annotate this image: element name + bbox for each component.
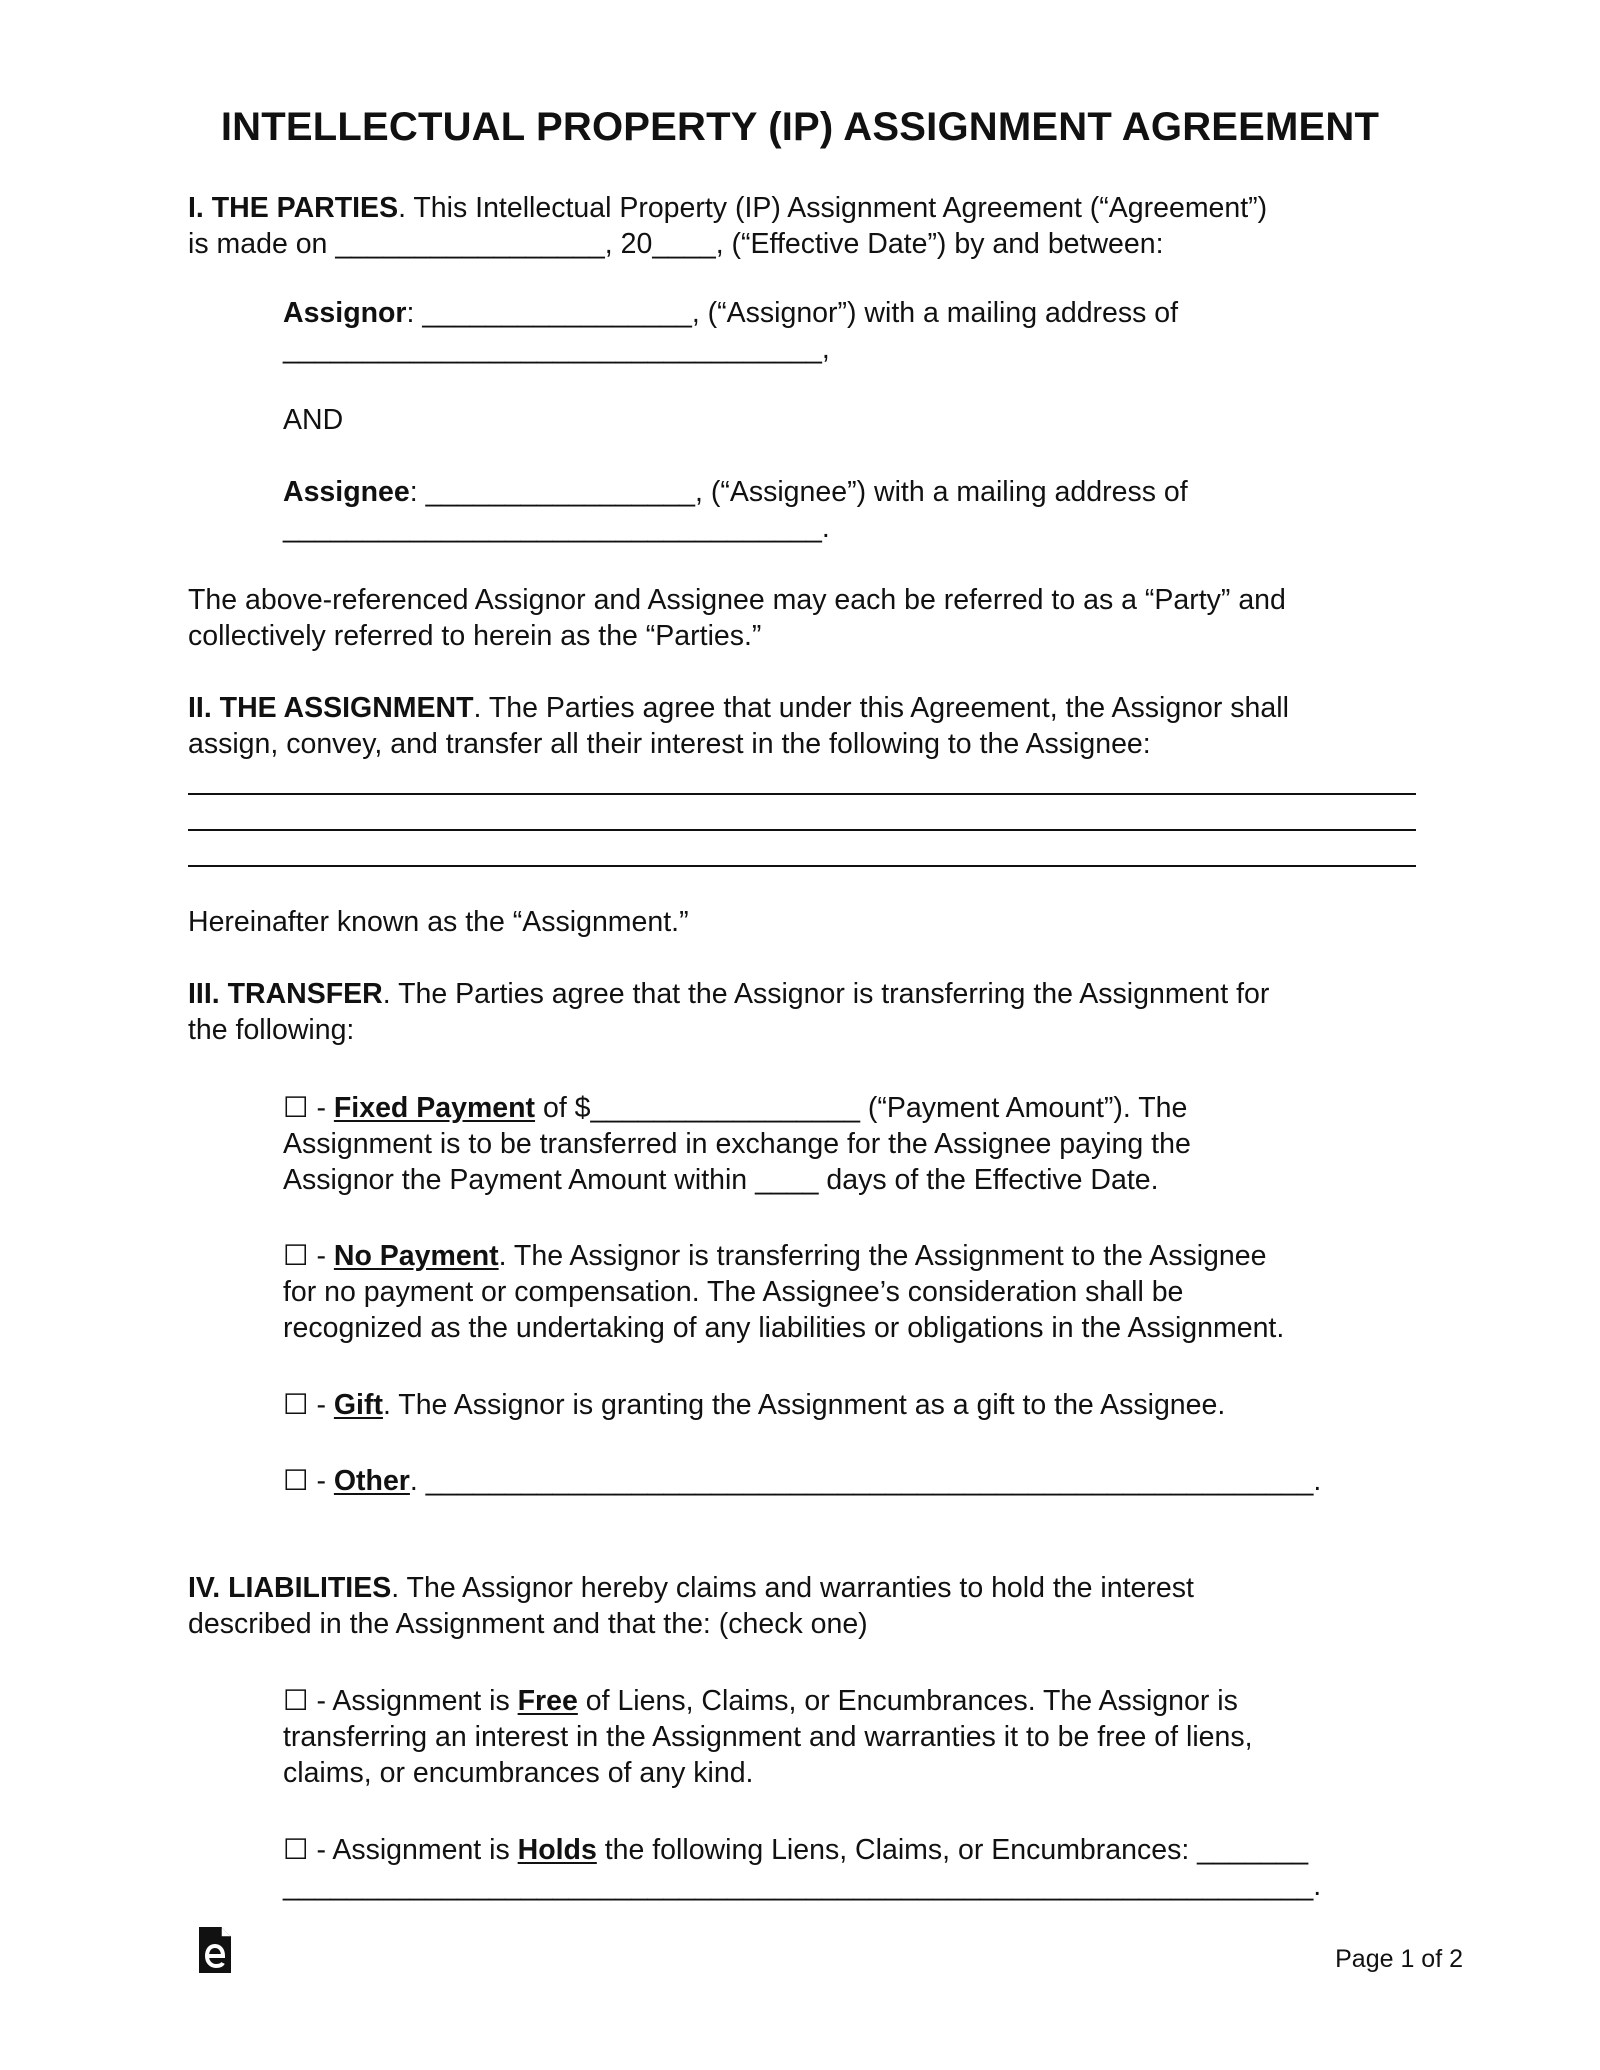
and-separator: AND bbox=[283, 404, 344, 436]
free-text-2: transferring an interest in the Assignment and warranties it to be free of liens, bbox=[283, 1721, 1253, 1753]
free-checkbox[interactable]: ☐ - bbox=[283, 1685, 333, 1717]
fixed-payment-text-3: Assignor the Payment Amount within ____ days of the Effective Date. bbox=[283, 1164, 1159, 1196]
eforms-logo-icon bbox=[197, 1925, 233, 1975]
other-text-1: . ________________________________________________________. bbox=[409, 1465, 1322, 1497]
no-payment-checkbox[interactable]: ☐ - bbox=[283, 1240, 334, 1272]
other-checkbox[interactable]: ☐ - bbox=[283, 1465, 334, 1497]
assignment-heading: II. THE ASSIGNMENT bbox=[188, 692, 474, 724]
assignee-label: Assignee bbox=[283, 476, 410, 508]
no-payment-label: No Payment bbox=[333, 1240, 499, 1272]
liabilities-heading: IV. LIABILITIES bbox=[188, 1572, 392, 1604]
parties-text-1: . This Intellectual Property (IP) Assignment Agreement (“Agreement”) bbox=[398, 192, 1268, 224]
parties-text-2: is made on _________________, 20____, (“Effective Date”) by and between: bbox=[188, 228, 1164, 260]
assignor-label: Assignor bbox=[283, 297, 407, 329]
holds-pre: Assignment is bbox=[332, 1834, 518, 1866]
assignment-blank-line-3 bbox=[188, 865, 1416, 867]
fixed-payment-checkbox[interactable]: ☐ - bbox=[283, 1092, 334, 1124]
free-text-1: of Liens, Claims, or Encumbrances. The Assignor is bbox=[577, 1685, 1238, 1717]
parties-heading: I. THE PARTIES bbox=[188, 192, 399, 224]
free-text-3: claims, or encumbrances of any kind. bbox=[283, 1757, 754, 1789]
gift-text-1: . The Assignor is granting the Assignment as a gift to the Assignee. bbox=[382, 1389, 1226, 1421]
no-payment-option bbox=[283, 1238, 1266, 1274]
page-number: Page 1 of 2 bbox=[1335, 1945, 1463, 1973]
gift-label: Gift bbox=[333, 1389, 383, 1421]
assignee-line bbox=[283, 474, 1188, 510]
gift-checkbox[interactable]: ☐ - bbox=[283, 1389, 334, 1421]
parties-paragraph-line1 bbox=[188, 190, 1267, 226]
no-payment-text-2: for no payment or compensation. The Assignee’s consideration shall be bbox=[283, 1276, 1184, 1308]
transfer-text-1: . The Parties agree that the Assignor is transferring the Assignment for bbox=[382, 978, 1270, 1010]
transfer-text-2: the following: bbox=[188, 1014, 355, 1046]
assignee-text-1: : _________________, (“Assignee”) with a mailing address of bbox=[409, 476, 1188, 508]
assignor-address-blank: __________________________________, bbox=[283, 333, 830, 365]
no-payment-text-3: recognized as the undertaking of any liabilities or obligations in the Assignment. bbox=[283, 1312, 1285, 1344]
other-label: Other bbox=[333, 1465, 410, 1497]
holds-checkbox[interactable]: ☐ - bbox=[283, 1834, 333, 1866]
no-payment-text-1: . The Assignor is transferring the Assignment to the Assignee bbox=[498, 1240, 1267, 1272]
assignor-text-1: : _________________, (“Assignor”) with a mailing address of bbox=[406, 297, 1179, 329]
liabilities-text-1: . The Assignor hereby claims and warranties to hold the interest bbox=[391, 1572, 1194, 1604]
liabilities-text-2: described in the Assignment and that the: (check one) bbox=[188, 1608, 868, 1640]
holds-option bbox=[283, 1832, 1308, 1868]
free-pre: Assignment is bbox=[332, 1685, 518, 1717]
liabilities-paragraph-line1 bbox=[188, 1570, 1194, 1606]
assignor-line bbox=[283, 295, 1178, 331]
holds-label: Holds bbox=[517, 1834, 597, 1866]
holds-text-1: the following Liens, Claims, or Encumbrances: _______ bbox=[596, 1834, 1309, 1866]
assignment-paragraph-line1 bbox=[188, 690, 1289, 726]
other-option bbox=[283, 1463, 1321, 1499]
fixed-payment-label: Fixed Payment bbox=[333, 1092, 536, 1124]
free-option bbox=[283, 1683, 1238, 1719]
assignment-text-1: . The Parties agree that under this Agreement, the Assignor shall bbox=[473, 692, 1289, 724]
fixed-payment-text-2: Assignment is to be transferred in exchange for the Assignee paying the bbox=[283, 1128, 1191, 1160]
assignee-address-blank: __________________________________. bbox=[283, 512, 830, 544]
parties-closing-1: The above-referenced Assignor and Assignee may each be referred to as a “Party” and bbox=[188, 584, 1286, 616]
fixed-payment-text-1: of $_________________ (“Payment Amount”). The bbox=[535, 1092, 1188, 1124]
transfer-paragraph-line1 bbox=[188, 976, 1269, 1012]
gift-option bbox=[283, 1387, 1225, 1423]
fixed-payment-option bbox=[283, 1090, 1187, 1126]
assignment-text-2: assign, convey, and transfer all their interest in the following to the Assignee: bbox=[188, 728, 1151, 760]
document-title: INTELLECTUAL PROPERTY (IP) ASSIGNMENT AGREEMENT bbox=[220, 105, 1380, 149]
assignment-blank-line-2 bbox=[188, 829, 1416, 831]
transfer-heading: III. TRANSFER bbox=[188, 978, 383, 1010]
assignment-blank-line-1 bbox=[188, 793, 1416, 795]
holds-text-2: _________________________________________________________________. bbox=[283, 1870, 1322, 1902]
free-label: Free bbox=[517, 1685, 578, 1717]
parties-closing-2: collectively referred to herein as the “Parties.” bbox=[188, 620, 762, 652]
assignment-hereinafter: Hereinafter known as the “Assignment.” bbox=[188, 906, 689, 938]
